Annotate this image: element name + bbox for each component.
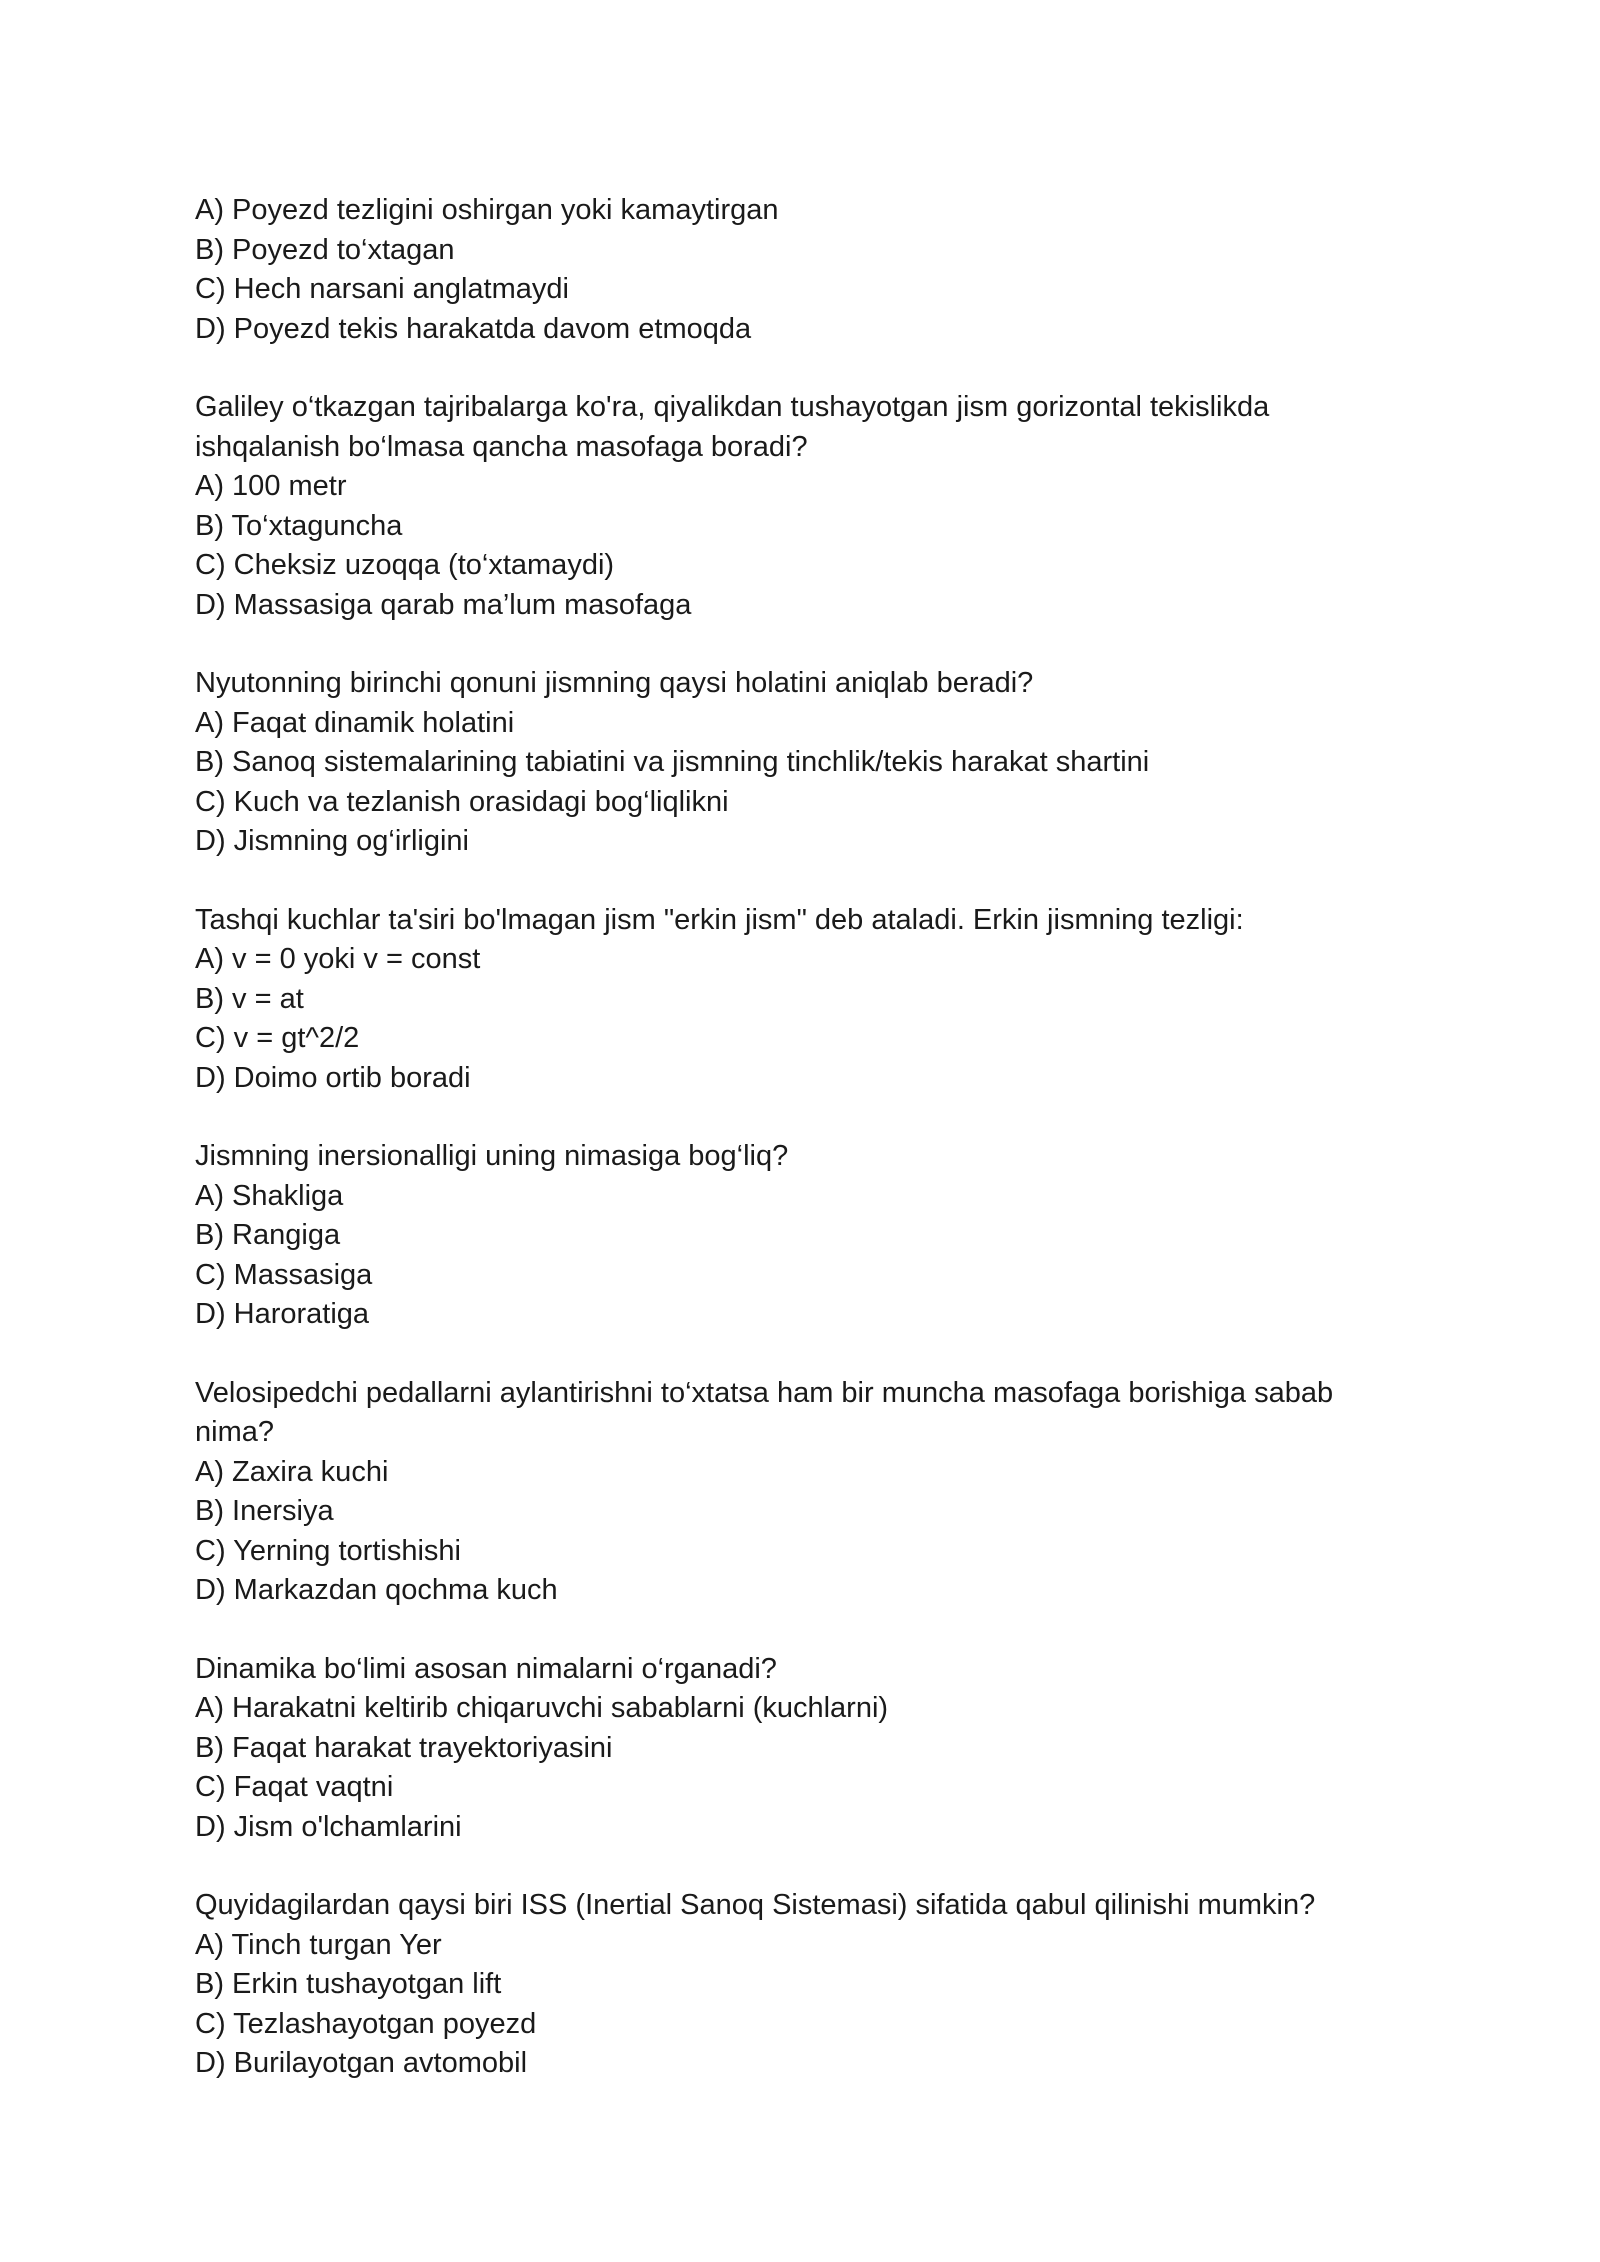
answer-option-c: C) v = gt^2/2 [195,1022,360,1054]
answer-option-d: D) Jism o'lchamlarini [195,1810,462,1843]
answer-option-a: A) Tinch turgan Yer [195,1928,442,1961]
question-block-7 [195,1650,1435,1848]
answer-option-b: B) To‘xtaguncha [195,509,403,542]
document-body [195,191,1435,2123]
answer-option-b: B) Faqat harakat trayektoriyasini [195,1731,613,1764]
answer-option-c: C) Hech narsani anglatmaydi [195,273,569,305]
answer-option-b: B) Erkin tushayotgan lift [195,1968,502,2000]
answer-option-a: A) Faqat dinamik holatini [195,706,515,739]
question-text: Quyidagilardan qaysi biri ISS (Inertial Sanoq Sistemasi) sifatida qabul qilinishi mumkin? [195,1889,1316,1921]
answer-option-c: C) Tezlashayotgan poyezd [195,2007,537,2040]
answer-option-a: A) Poyezd tezligini oshirgan yoki kamaytirgan [195,194,779,226]
question-text: Dinamika bo‘limi asosan nimalarni o‘rganadi? [195,1652,777,1685]
question-block-3 [195,664,1435,862]
question-text-continued: nima? [195,1416,274,1448]
question-text: Galiley o‘tkazgan tajribalarga ko'ra, qiyalikdan tushayotgan jism gorizontal tekislikda [195,391,1270,423]
question-text: Tashqi kuchlar ta'siri bo'lmagan jism "erkin jism" deb ataladi. Erkin jismning tezligi: [195,903,1244,936]
answer-option-b: B) Rangiga [195,1219,341,1251]
question-block-8 [195,1886,1435,2084]
answer-option-d: D) Markazdan qochma kuch [195,1574,558,1606]
question-block-5 [195,1137,1435,1335]
question-block-2 [195,388,1435,625]
answer-option-c: C) Massasiga [195,1258,373,1291]
question-block-6 [195,1374,1435,1611]
answer-option-d: D) Massasiga qarab ma’lum masofaga [195,588,692,621]
answer-option-c: C) Faqat vaqtni [195,1771,394,1803]
question-block-4 [195,901,1435,1099]
answer-option-a: A) v = 0 yoki v = const [195,943,481,975]
answer-option-a: A) Zaxira kuchi [195,1455,389,1488]
answer-option-d: D) Poyezd tekis harakatda davom etmoqda [195,312,752,345]
answer-option-d: D) Burilayotgan avtomobil [195,2047,528,2079]
answer-option-d: D) Haroratiga [195,1298,370,1330]
answer-option-b: B) Inersiya [195,1495,334,1527]
answer-option-b: B) Poyezd to‘xtagan [195,233,455,266]
answer-option-a: A) 100 metr [195,470,347,502]
question-block-1 [195,191,1435,349]
answer-option-b: B) Sanoq sistemalarining tabiatini va jismning tinchlik/tekis harakat shartini [195,746,1150,778]
question-text: Velosipedchi pedallarni aylantirishni to‘xtatsa ham bir muncha masofaga borishiga sabab [195,1376,1334,1409]
answer-option-c: C) Kuch va tezlanish orasidagi bog‘liqlikni [195,785,729,818]
answer-option-a: A) Harakatni keltirib chiqaruvchi sabablarni (kuchlarni) [195,1692,889,1724]
answer-option-b: B) v = at [195,982,304,1015]
answer-option-c: C) Yerning tortishishi [195,1534,461,1567]
question-text-continued: ishqalanish bo‘lmasa qancha masofaga boradi? [195,430,808,463]
question-text: Jismning inersionalligi uning nimasiga bog‘liq? [195,1140,789,1172]
answer-option-a: A) Shakliga [195,1179,344,1212]
answer-option-d: D) Doimo ortib boradi [195,1061,471,1094]
answer-option-d: D) Jismning og‘irligini [195,825,469,857]
answer-option-c: C) Cheksiz uzoqqa (to‘xtamaydi) [195,549,615,581]
question-text: Nyutonning birinchi qonuni jismning qaysi holatini aniqlab beradi? [195,667,1034,699]
